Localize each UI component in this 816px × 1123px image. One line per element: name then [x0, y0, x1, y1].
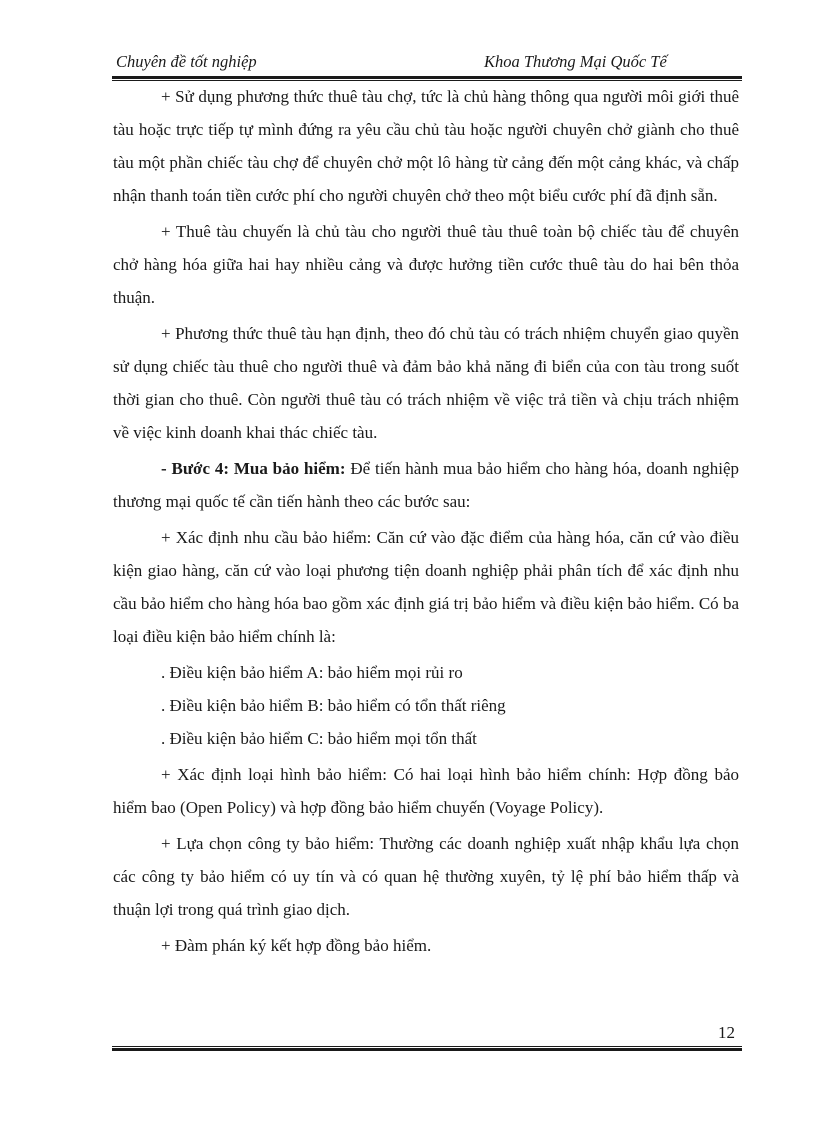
- header-thesis-title: Chuyên đề tốt nghiệp: [116, 52, 257, 71]
- list-item-condition-c: . Điều kiện bảo hiểm C: bảo hiểm mọi tổn thất: [161, 729, 477, 748]
- paragraph-insurer-selection: + Lựa chọn công ty bảo hiểm: Thường các doanh nghiệp xuất nhập khẩu lựa chọn các công ty bảo hiểm có uy tín và có quan hệ thường xuyên, tỷ lệ phí bảo hiểm thấp và thuận lợi trong quá trình giao dịch.: [113, 834, 739, 919]
- page-number: 12: [718, 1023, 735, 1042]
- step-4-text: Để tiến hành mua bảo hiểm cho hàng hóa, doanh nghiệp thương mại quốc tế cần tiến hành theo các bước sau:: [113, 459, 739, 511]
- paragraph-step-4: [113, 452, 739, 518]
- paragraph-time-charter: + Phương thức thuê tàu hạn định, theo đó chủ tàu có trách nhiệm chuyển giao quyền sử dụng chiếc tàu thuê cho người thuê và đảm bảo khả năng đi biển của con tàu trong suốt thời gian cho thuê. Còn người thuê tàu có trách nhiệm về việc trả tiền và chịu trách nhiệm về việc kinh doanh khai thác chiếc tàu.: [113, 324, 739, 442]
- header-faculty: Khoa Thương Mại Quốc Tế: [484, 52, 667, 71]
- list-item-condition-a: . Điều kiện bảo hiểm A: bảo hiểm mọi rủi ro: [161, 663, 463, 682]
- paragraph-insurance-needs: + Xác định nhu cầu bảo hiểm: Căn cứ vào đặc điểm của hàng hóa, căn cứ vào điều kiện giao hàng, căn cứ vào loại phương tiện doanh nghiệp phải phân tích để xác định nhu cầu bảo hiểm cho hàng hóa bao gồm xác định giá trị bảo hiểm và điều kiện bảo hiểm. Có ba loại điều kiện bảo hiểm chính là:: [113, 528, 739, 646]
- document-body: [113, 80, 739, 965]
- paragraph-insurance-type: + Xác định loại hình bảo hiểm: Có hai loại hình bảo hiểm chính: Hợp đồng bảo hiểm bao (Open Policy) và hợp đồng bảo hiểm chuyến (Voyage Policy).: [113, 765, 739, 817]
- paragraph-liner-charter: + Sử dụng phương thức thuê tàu chợ, tức là chủ hàng thông qua người môi giới thuê tàu hoặc trực tiếp tự mình đứng ra yêu cầu chủ tàu hoặc người chuyên chở giành cho thuê tàu một phần chiếc tàu chợ để chuyên chở một lô hàng từ cảng đến một cảng khác, và chấp nhận thanh toán tiền cước phí cho người chuyên chở theo một biểu cước phí đã định sẵn.: [113, 87, 739, 205]
- paragraph-contract-negotiation: + Đàm phán ký kết hợp đồng bảo hiểm.: [161, 936, 432, 955]
- page-header: [112, 50, 740, 76]
- footer-divider: [112, 1046, 742, 1051]
- step-4-heading: - Bước 4: Mua bảo hiểm:: [161, 459, 346, 478]
- list-item-condition-b: . Điều kiện bảo hiểm B: bảo hiểm có tổn thất riêng: [161, 696, 506, 715]
- paragraph-voyage-charter: + Thuê tàu chuyến là chủ tàu cho người thuê tàu thuê toàn bộ chiếc tàu để chuyên chở hàng hóa giữa hai hay nhiều cảng và được hưởng tiền cước thuê tàu do hai bên thỏa thuận.: [113, 222, 739, 307]
